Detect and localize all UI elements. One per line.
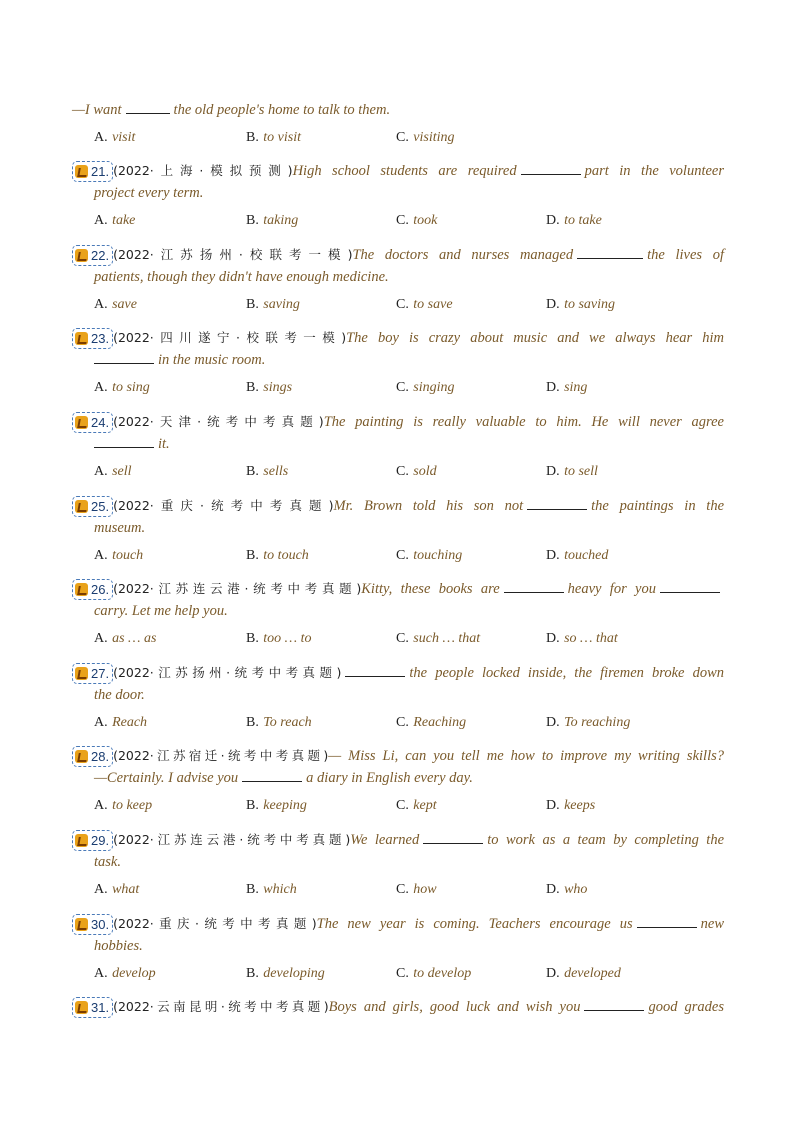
option-c[interactable] [396, 628, 480, 649]
option-text: To reach [263, 715, 312, 730]
exercise-icon [75, 918, 88, 931]
option-letter: D. [546, 715, 560, 730]
option-text: such … that [413, 631, 481, 646]
option-a[interactable] [94, 461, 132, 482]
question-25-line-1 [72, 495, 724, 517]
option-text: to keep [112, 798, 153, 813]
option-letter: D. [546, 798, 560, 813]
option-letter: C. [396, 297, 409, 312]
option-letter: D. [546, 966, 560, 981]
option-letter: C. [396, 213, 409, 228]
question-30-line-1 [72, 913, 724, 935]
option-a[interactable] [94, 628, 156, 649]
exercise-icon [75, 332, 88, 345]
question-28-line-2 [94, 767, 724, 789]
question-number: 23. [91, 331, 110, 346]
option-c[interactable] [396, 294, 453, 315]
question-number-badge [72, 496, 113, 517]
option-b[interactable] [246, 461, 288, 482]
option-c[interactable] [396, 963, 471, 984]
option-text: what [112, 882, 140, 897]
question-28-line-1 [72, 745, 724, 767]
question-23-line-1 [72, 327, 724, 349]
question-number: 31. [91, 1000, 110, 1015]
option-text: sold [413, 464, 437, 479]
intro-text-after: the old people's home to talk to them. [173, 102, 391, 118]
answer-blank[interactable] [504, 578, 564, 593]
question-number: 21. [91, 164, 110, 179]
option-letter: B. [246, 380, 259, 395]
option-text: kept [413, 798, 437, 813]
option-text: to sing [112, 380, 150, 395]
option-d[interactable] [546, 795, 595, 816]
option-letter: B. [246, 213, 259, 228]
option-text: keeps [564, 798, 596, 813]
question-number: 24. [91, 415, 110, 430]
option-text: touching [413, 548, 463, 563]
question-text: good grades [648, 999, 724, 1015]
question-source: (2022·江苏宿迁·统考中考真题) [113, 748, 329, 763]
question-text: heavy for you [567, 581, 656, 597]
question-source: (2022·云南昆明·统考中考真题) [113, 999, 329, 1014]
option-letter: B. [246, 464, 259, 479]
question-number-badge [72, 997, 113, 1018]
question-21-line-2 [94, 182, 724, 204]
question-text: project every term. [94, 185, 204, 201]
option-text: touch [112, 548, 144, 563]
question-text: We learned [350, 832, 420, 848]
option-c[interactable] [396, 545, 462, 566]
question-24-line-1 [72, 411, 724, 433]
option-d[interactable] [546, 461, 598, 482]
option-letter: B. [246, 798, 259, 813]
option-letter: C. [396, 464, 409, 479]
option-a[interactable] [94, 377, 150, 398]
option-letter: B. [246, 297, 259, 312]
option-letter: A. [94, 882, 108, 897]
option-text: to saving [564, 297, 616, 312]
option-text: developed [564, 966, 621, 981]
option-text: sings [263, 380, 293, 395]
exercise-icon [75, 834, 88, 847]
option-b[interactable]: B. to visit [246, 130, 302, 145]
answer-blank[interactable] [577, 244, 643, 259]
option-letter: A. [94, 631, 108, 646]
question-text: it. [158, 436, 170, 452]
option-letter: D. [546, 464, 560, 479]
question-number-badge [72, 245, 113, 266]
option-letter: C. [396, 380, 409, 395]
option-b[interactable] [246, 377, 292, 398]
question-source: (2022·江苏扬州·校联考一模) [113, 247, 353, 262]
option-b[interactable] [246, 879, 297, 900]
question-number: 30. [91, 917, 110, 932]
question-source: (2022·重庆·统考中考真题) [113, 498, 334, 513]
option-text: sell [112, 464, 132, 479]
question-21-line-1 [72, 160, 724, 182]
option-a[interactable] [94, 963, 156, 984]
answer-blank[interactable] [521, 160, 581, 175]
option-d[interactable] [546, 963, 621, 984]
option-letter: C. [396, 548, 409, 563]
option-letter: D. [546, 882, 560, 897]
answer-blank[interactable] [527, 495, 587, 510]
exercise-icon [75, 1001, 88, 1014]
option-text: as … as [112, 631, 157, 646]
answer-blank[interactable] [242, 767, 302, 782]
option-letter: B. [246, 715, 259, 730]
question-26-line-2 [94, 600, 724, 622]
option-b[interactable] [246, 628, 312, 649]
question-text: Mr. Brown told his son not [333, 498, 524, 514]
option-text: take [112, 213, 136, 228]
question-number: 29. [91, 833, 110, 848]
option-text: who [564, 882, 588, 897]
question-text: the people locked inside, the firemen broke down [409, 665, 724, 681]
answer-blank[interactable] [126, 99, 170, 114]
question-31-line-1 [72, 996, 724, 1018]
question-number-badge [72, 412, 113, 433]
question-30-line-2 [94, 935, 724, 957]
question-22-line-2 [94, 266, 724, 288]
option-letter: D. [546, 213, 560, 228]
option-letter: A. [94, 548, 108, 563]
option-d[interactable] [546, 294, 615, 315]
question-29-line-2 [94, 851, 724, 873]
option-b[interactable] [246, 545, 309, 566]
question-text: task. [94, 854, 121, 870]
option-b[interactable] [246, 294, 300, 315]
option-text: to touch [263, 548, 309, 563]
option-d[interactable] [546, 377, 587, 398]
intro-question-line [72, 99, 724, 121]
question-source: (2022·天津·统考中考真题) [113, 414, 324, 429]
option-letter: C. [396, 631, 409, 646]
option-b[interactable] [246, 963, 325, 984]
question-29-line-1 [72, 829, 724, 851]
option-letter: A. [94, 966, 108, 981]
question-number-badge [72, 830, 113, 851]
answer-blank[interactable] [637, 913, 697, 928]
option-text: To reaching [564, 715, 631, 730]
option-letter: C. [396, 966, 409, 981]
question-23-line-2 [94, 349, 724, 371]
option-letter: A. [94, 715, 108, 730]
option-letter: A. [94, 297, 108, 312]
exercise-icon [75, 750, 88, 763]
question-number-badge [72, 161, 113, 182]
option-text: save [112, 297, 137, 312]
question-text: part in the volunteer [584, 163, 725, 179]
option-text: saving [263, 297, 300, 312]
question-text: new [700, 916, 725, 932]
option-d[interactable] [546, 712, 630, 733]
question-27-line-2 [94, 684, 724, 706]
option-text: sing [564, 380, 588, 395]
option-text: which [263, 882, 297, 897]
question-source: (2022·重庆·统考中考真题) [113, 916, 317, 931]
exercise-icon [75, 667, 88, 680]
option-a[interactable]: A. visit [94, 130, 136, 145]
exercise-icon [75, 500, 88, 513]
exercise-icon [75, 416, 88, 429]
option-letter: B. [246, 548, 259, 563]
answer-blank-2[interactable] [660, 578, 720, 593]
option-text: keeping [263, 798, 307, 813]
option-a[interactable] [94, 294, 137, 315]
option-letter: D. [546, 380, 560, 395]
option-c[interactable] [396, 879, 437, 900]
question-source: (2022·江苏连云港·统考中考真题) [113, 581, 362, 596]
option-text: Reaching [413, 715, 467, 730]
option-c[interactable] [396, 461, 437, 482]
question-text: to work as a team by completing the [487, 832, 725, 848]
option-letter: B. [246, 882, 259, 897]
option-text: how [413, 882, 437, 897]
answer-blank[interactable] [345, 662, 405, 677]
option-text: too … to [263, 631, 312, 646]
option-text: touched [564, 548, 609, 563]
question-text: —Certainly. I advise you [94, 770, 239, 786]
question-text: patients, though they didn't have enough medicine. [94, 269, 389, 285]
option-letter: D. [546, 297, 560, 312]
option-a[interactable] [94, 795, 152, 816]
option-letter: A. [94, 798, 108, 813]
question-text: the lives of [647, 247, 724, 263]
question-number-badge [72, 746, 113, 767]
option-letter: C. [396, 798, 409, 813]
option-a[interactable] [94, 545, 143, 566]
question-number-badge [72, 914, 113, 935]
option-text: developing [263, 966, 325, 981]
question-text: Boys and girls, good luck and wish you [328, 999, 581, 1015]
option-letter: B. [246, 631, 259, 646]
question-22-line-1 [72, 244, 724, 266]
question-number-badge [72, 328, 113, 349]
question-24-line-2 [94, 433, 724, 455]
option-d[interactable] [546, 628, 618, 649]
question-text: the door. [94, 687, 145, 703]
option-text: sells [263, 464, 289, 479]
option-d[interactable] [546, 879, 587, 900]
question-text: The new year is coming. Teachers encourage us [316, 916, 633, 932]
option-text: singing [413, 380, 455, 395]
option-a[interactable] [94, 210, 135, 231]
question-text: the paintings in the [591, 498, 724, 514]
question-text: museum. [94, 520, 146, 536]
option-b[interactable] [246, 210, 298, 231]
option-c[interactable] [396, 795, 437, 816]
question-text: carry. Let me help you. [94, 603, 228, 619]
question-number: 25. [91, 499, 110, 514]
option-text: to sell [564, 464, 598, 479]
question-number-badge [72, 663, 113, 684]
option-letter: D. [546, 631, 560, 646]
exercise-icon [75, 249, 88, 262]
question-number: 22. [91, 248, 110, 263]
question-text: a diary in English every day. [306, 770, 473, 786]
option-letter: A. [94, 380, 108, 395]
question-text: High school students are required [292, 163, 517, 179]
option-c[interactable] [396, 712, 466, 733]
option-letter: D. [546, 548, 560, 563]
question-text: — Miss Li, can you tell me how to improve my writing skills? [328, 748, 724, 764]
option-letter: A. [94, 213, 108, 228]
option-text: Reach [112, 715, 148, 730]
exercise-icon [75, 583, 88, 596]
answer-blank[interactable] [423, 829, 483, 844]
question-number: 26. [91, 582, 110, 597]
answer-blank[interactable] [94, 349, 154, 364]
question-text: The painting is really valuable to him. He will never agree [323, 414, 724, 430]
question-26-line-1 [72, 578, 724, 600]
question-text: The boy is crazy about music and we always hear him [346, 330, 724, 346]
option-letter: C. [396, 715, 409, 730]
question-text: hobbies. [94, 938, 143, 954]
option-text: took [413, 213, 438, 228]
option-letter: B. [246, 966, 259, 981]
option-d[interactable] [546, 545, 608, 566]
question-number: 27. [91, 666, 110, 681]
question-number: 28. [91, 749, 110, 764]
option-d[interactable] [546, 210, 602, 231]
option-b[interactable] [246, 795, 307, 816]
option-text: to develop [413, 966, 472, 981]
option-a[interactable] [94, 712, 147, 733]
option-text: develop [112, 966, 156, 981]
option-text: so … that [564, 631, 618, 646]
option-a[interactable] [94, 879, 139, 900]
question-source: (2022·江苏连云港·统考中考真题) [113, 832, 351, 847]
intro-text-before: —I want [72, 102, 122, 118]
answer-blank[interactable] [584, 996, 644, 1011]
option-c[interactable] [396, 377, 455, 398]
option-letter: C. [396, 882, 409, 897]
option-text: to save [413, 297, 453, 312]
option-letter: A. [94, 464, 108, 479]
option-c[interactable]: C. visiting [396, 130, 455, 145]
option-text: taking [263, 213, 299, 228]
question-source: (2022·江苏扬州·统考中考真题) [113, 665, 342, 680]
question-text: in the music room. [158, 352, 266, 368]
question-25-line-2 [94, 517, 724, 539]
option-text: to take [564, 213, 602, 228]
question-number-badge [72, 579, 113, 600]
question-text: Kitty, these books are [361, 581, 500, 597]
exercise-icon [75, 165, 88, 178]
question-text: The doctors and nurses managed [352, 247, 574, 263]
question-source: (2022·上海·模拟预测) [113, 163, 293, 178]
option-c[interactable] [396, 210, 437, 231]
question-27-line-1 [72, 662, 724, 684]
option-b[interactable] [246, 712, 312, 733]
answer-blank[interactable] [94, 433, 154, 448]
question-source: (2022·四川遂宁·校联考一模) [113, 330, 347, 345]
